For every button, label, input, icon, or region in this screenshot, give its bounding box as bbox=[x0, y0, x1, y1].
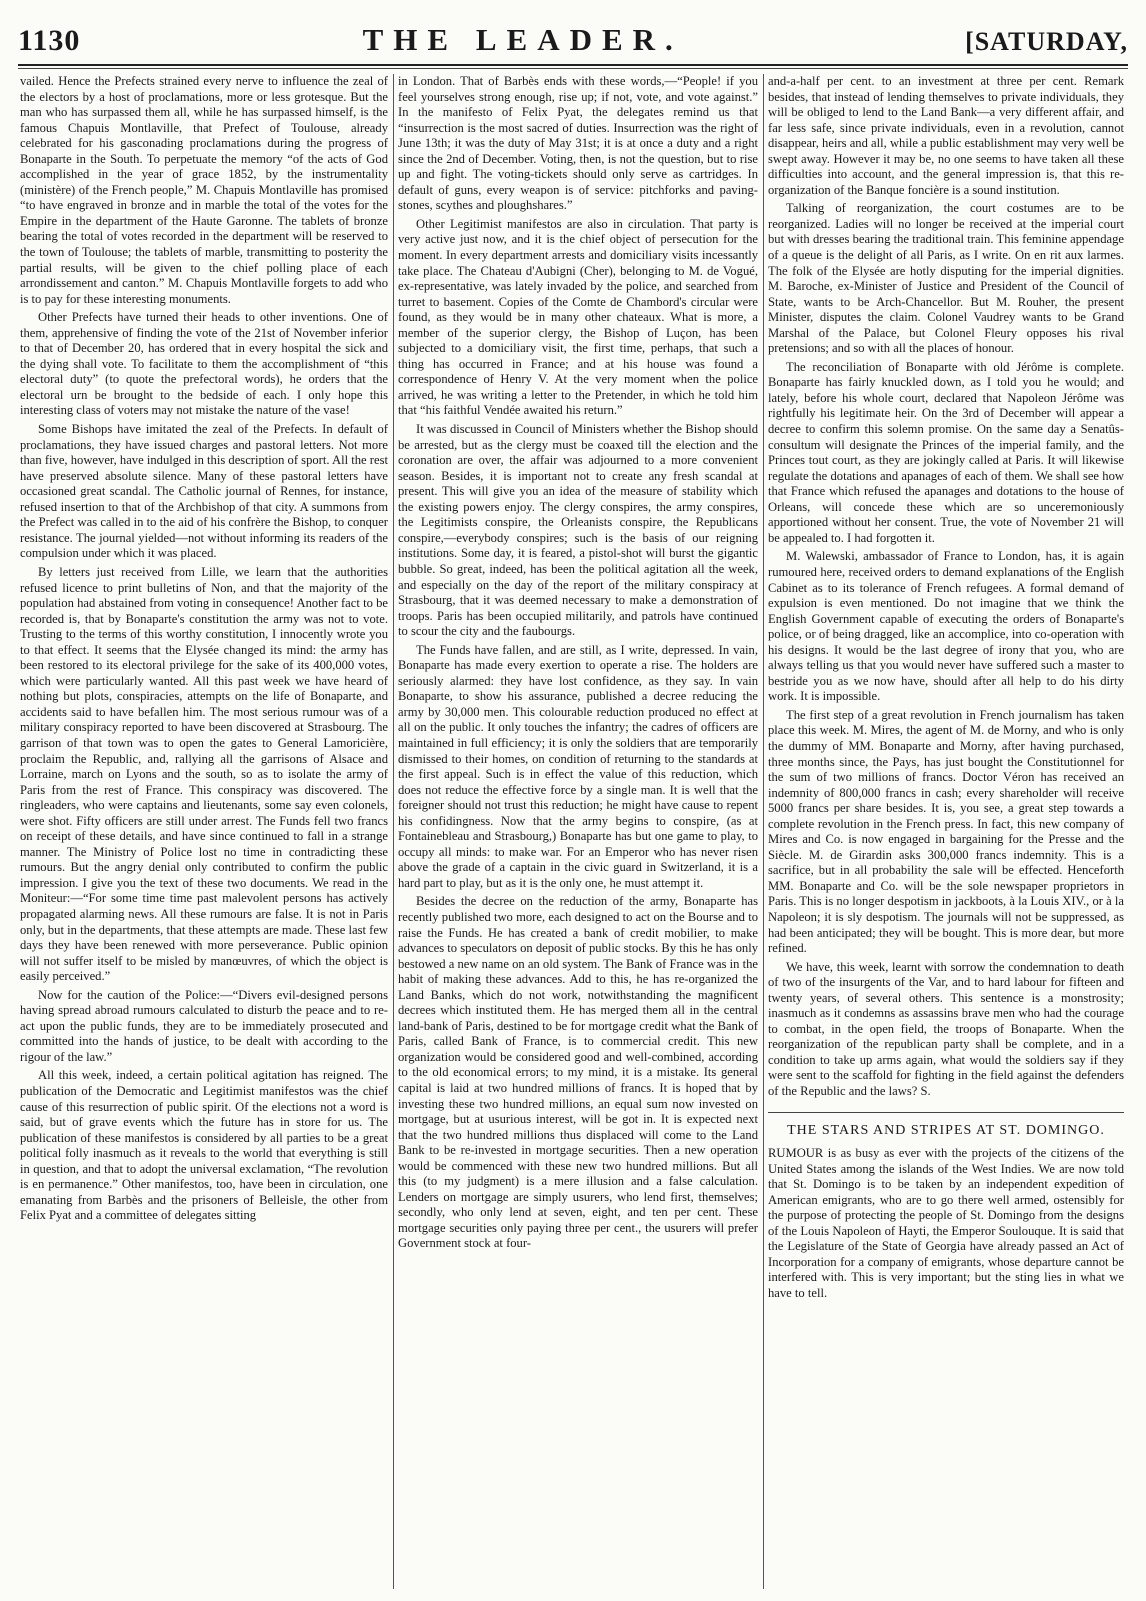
paragraph: The reconciliation of Bonaparte with old Jérôme is complete. Bonaparte has fairly knuckled down, as I told you he would; and lately, before his whole court, declared that Napoleon Jérôme was rightfully his legitimate heir. On the 3rd of December will appear a decree to confirm this solemn promise. On the same day a Senatûs-consultum will designate the Princes of the imperial family, and the Princes tout court, as they are jokingly called at Paris. It will likewise regulate the dotations and apanages of each of them. We shall see how that France which refused the apanages and dotations to the house of Orleans, will concede these which are so unceremoniously apportioned without her consent. True, the vote of November 21 will be appealed to. I had forgotten it. bbox=[768, 359, 1124, 545]
paragraph: M. Walewski, ambassador of France to London, has, it is again rumoured here, received orders to demand explanations of the English Cabinet as to its tolerance of French refugees. A formal demand of expulsion is even mentioned. Do not imagine that we think the English Government capable of executing the orders of Bonaparte's police, or of being dragged, like an accomplice, into co-operation with his designs. It would be the last degree of irony that you, who are always telling us that you would never have suffered such a master to bestride you as we now have, should after all help to do his dirty work. It is impossible. bbox=[768, 549, 1124, 704]
column-2 bbox=[398, 74, 758, 1589]
header-rule bbox=[18, 64, 1128, 66]
paragraph: Talking of reorganization, the court costumes are to be reorganized. Ladies will no longer be received at the imperial court but with dresses bearing the traditional train. This feminine appendage of a queue is the delight of all Paris, as I write. On en rit aux larmes. The folk of the Elysée are hotly disputing for the imperial dignities. M. Baroche, ex-Minister of Justice and President of the Council of State, wants to be Arch-Chancellor. But M. Rouher, the present Minister, disputes the claim. Colonel Vaudrey wants to be Grand Marshal of the Palace, but Colonel Fleury opposes his rival pretensions; and so with all the places of honour. bbox=[768, 201, 1124, 356]
paragraph: and-a-half per cent. to an investment at three per cent. Remark besides, that instead of lending themselves to private individuals, they will be obliged to lend to the Land Bank—a very different affair, and far less safe, since private individuals, even in a revolution, cannot disappear, heirs and all, while a public establishment may very well be swept away. However it may be, no one seems to have taken all these difficulties into account, and the general impression is, that this re-organization of the Banque foncière is a sound institution. bbox=[768, 74, 1124, 197]
paragraph: Other Legitimist manifestos are also in circulation. That party is very active just now, and it is the chief object of persecution for the moment. In every department arrests and domiciliary visits incessantly take place. The Chateau d'Aubigni (Cher), belonging to M. de Vogué, ex-representative, was lately invaded by the police, and searched from turret to basement. Copies of the Comte de Chambord's circular were found, as they would be in many other chateaux. What is more, a member of the superior clergy, the Bishop of Luçon, has been subjected to a domiciliary visit, the first time, perhaps, that such a thing has occurred in France; and at his house was found a correspondence of Henry V. At the very moment when the police arrived, he was writing a letter to the Pretender, in which he told him that “his faithful Vendée awaited his return.” bbox=[398, 216, 758, 418]
paragraph: The Funds have fallen, and are still, as I write, depressed. In vain, Bonaparte has made every exertion to operate a rise. The holders are seriously alarmed: they have lost confidence, as they say. In vain Bonaparte, to show his assurance, published a decree reducing the army by 30,000 men. This colourable reduction produced no effect at all on the public. It only touches the infantry; the cadres of officers are maintained in full efficiency; it is only the soldiers that are temporarily dismissed to their homes, on condition of returning to the standards at the first appeal. Such is in effect the value of this reduction, which does not reduce the effective force by a single man. It is well that the foreigner should not trust this reduction; he might have cause to repent his confidingness. Now that the army begins to conspire, (as at Fontainebleau and Strasbourg,) Bonaparte has but one game to play, to occupy all minds: to make war. For an Emperor who has never risen above the grade of a captain in the civic guard in Switzerland, it is a hard part to play, but as it is the only one, he must attempt it. bbox=[398, 642, 758, 890]
column-divider bbox=[393, 74, 394, 1589]
column-divider bbox=[763, 74, 764, 1589]
paragraph: in London. That of Barbès ends with these words,—“People! if you feel yourselves strong enough, rise up; if not, vote, and vote against.” In the manifesto of Felix Pyat, the delegates remind us that “insurrection is the most sacred of duties. Insurrection was the right of June 13th; it was the duty of May 31st; it is at once a duty and a right since the 2nd of December. Voting, then, is not the question, but to rise up and fight. The voting-tickets should only serve as cartridges. In default of guns, every weapon is of service: pitchforks and paving-stones, scythes and ploughshares.” bbox=[398, 74, 758, 213]
section-heading: THE STARS AND STRIPES AT ST. DOMINGO. bbox=[768, 1112, 1124, 1139]
page-number: 1130 bbox=[18, 24, 81, 57]
paragraph: By letters just received from Lille, we learn that the authorities refused licence to print bulletins of Non, and that the majority of the population had abstained from voting in consequence! Another fact to be recorded is, that by Bonaparte's constitution the army was not to vote. Trusting to the terms of this worthy constitution, I innocently wrote you to that effect. It seems that the Elysée changed its mind: the army has been restored to its electoral privilege for the sake of its 400,000 votes, which were particularly wanted. All this past week we have heard of nothing but plots, conspiracies, attempts on the life of Bonaparte, and accidents said to have befallen him. The most serious rumour was of a military conspiracy reported to have been discovered at Strasbourg. The garrison of that town was to open the gates to General Lamoricière, proclaim the Republic, and, rallying all the garrisons of Alsace and Lorraine, march on Lyons and the south, so as to isolate the army of Paris from the rest of France. This conspiracy was discovered. The ringleaders, who were captains and lieutenants, some say even colonels, were shot. Fifty officers are still under arrest. The Funds fell two francs on receipt of these details, and have since continued to fall in a strange manner. The Ministry of Police lost no time in contradicting these rumours. But the angry denial only contributed to confirm the public impression. I give you the text of these two documents. We read in the Moniteur:—“For some time time past malevolent persons has actively propagated alarming news. All these rumours are false. It is not in Paris only, but in the departments, that these attempts are made. These last few days they have been renewed with more perseverance. Public opinion will not suffer itself to be misled by manœuvres, of which the object is easily perceived.” bbox=[20, 564, 388, 984]
paragraph: Now for the caution of the Police:—“Divers evil-designed persons having spread abroad rumours calculated to disturb the peace and to re-act upon the public funds, they are to be immediately prosecuted and committed into the hands of justice, to be dealt with according to the rigour of the law.” bbox=[20, 987, 388, 1064]
paragraph: All this week, indeed, a certain political agitation has reigned. The publication of the Democratic and Legitimist manifestos was the chief cause of this resurrection of public spirit. Of the elections not a word is said, but of grave events which the future has in store for us. The publication of these manifestos is considered by all parties to be a great political folly inasmuch as it reveals to the world that everything is still in question, and that to adopt the universal exclamation, “The revolution is en permanence.” Other manifestos, too, have been in circulation, one emanating from Barbès and the prisoners of Belleisle, the other from Felix Pyat and a committee of delegates sitting bbox=[20, 1068, 388, 1223]
paragraph: The first step of a great revolution in French journalism has taken place this week. M. Mires, the agent of M. de Morny, and who is only the dummy of MM. Bonaparte and Morny, after having purchased, three months since, the Pays, has just bought the Constitutionnel for the sum of two millions of francs. Doctor Véron has received an indemnity of 800,000 francs in cash; every shareholder will receive 5000 francs per share besides. It is, you see, a great step towards a complete revolution in the French press. In fact, this new company of Mires and Co. is now engaged in bargaining for the Presse and the Siècle. M. de Girardin asks 300,000 francs indemnity. This is a sacrifice, but in all probability the sale will be effected. Henceforth MM. Bonaparte and Co. will be the sole newspaper proprietors in Paris. This is no longer despotism in jackboots, à la Louis XIV., or à la Napoleon; it is sly despotism. The journals will not be suppressed, as had been anticipated; they will be bought. This is more dear, but more refined. bbox=[768, 707, 1124, 956]
masthead bbox=[18, 22, 1128, 62]
paragraph: Other Prefects have turned their heads to other inventions. One of them, apprehensive of finding the vote of the 21st of November inferior to that of December 20, has ordered that in every hospital the sick and the dying shall vote. To facilitate to them the accomplishment of “this electoral duty” (to quote the prefectoral words), he orders that the electoral urn be brought to the bedside of each. I only hope this interesting class of voters may not mistake the nature of the vase! bbox=[20, 310, 388, 418]
newspaper-title: THE LEADER. bbox=[362, 22, 683, 57]
paragraph: It was discussed in Council of Ministers whether the Bishop should be arrested, but as the clergy must be coaxed till the election and the coronation are over, the affair was adjourned to a more convenient season. Besides, it is important not to create any fresh scandal at present. This will give you an idea of the measure of stability which the existing powers enjoy. The clergy conspires, the army conspires, the Legitimists conspire, the Orleanists conspire, the Republicans conspire,—everybody conspires; such is the basis of our reigning institutions. Some day, it is feared, a pistol-shot will burst the gigantic bubble. So great, indeed, has been the political agitation all the week, and especially on the day of the report of the military conspiracy at Strasbourg, that it was deemed necessary to make a demonstration of troops. Paris has been occupied militarily, and patrols have continued to scour the city and the faubourgs. bbox=[398, 422, 758, 639]
issue-day: [SATURDAY, bbox=[965, 27, 1128, 56]
paragraph: We have, this week, learnt with sorrow the condemnation to death of two of the insurgents of the Var, and to hard labour for fifteen and twenty years, of several others. This sentence is a monstrosity; inasmuch as it condemns as assassins brave men who had the courage to combat, in the open field, the troops of Bonaparte. When the reorganization of the republican party shall be complete, and in a condition to take up arms again, what would the soldiers say if they were sent to the scaffold for fighting in the field against the defenders of the Republic and the laws? S. bbox=[768, 959, 1124, 1098]
column-3 bbox=[768, 74, 1124, 1589]
paragraph: Some Bishops have imitated the zeal of the Prefects. In default of proclamations, they have issued charges and pastoral letters. Not more than five, however, have indulged in this description of sport. All the rest have preserved absolute silence. Many of these pastoral letters have occasioned great scandal. The Catholic journal of Rennes, for instance, refused insertion to that of the Archbishop of that city. A summons from the Prefect was called in to the aid of his confrère the Bishop, to conquer resistance. The journal yielded—not without informing its readers of the compulsion under which it was placed. bbox=[20, 422, 388, 561]
section-paragraph: RUMOUR is as busy as ever with the projects of the citizens of the United States among the islands of the West Indies. We are now told that St. Domingo is to be taken by an independent expedition of American emigrants, who are to go there well armed, ostensibly for the purpose of protecting the people of St. Domingo from the designs of the Louis Napoleon of Hayti, the Emperor Soulouque. It is said that the Legislature of the State of Georgia have already passed an Act of Incorporation for a company of emigrants, whose departure cannot be interfered with. This is very important; but the sting lies in what we have to tell. bbox=[768, 1146, 1124, 1301]
column-1 bbox=[20, 74, 388, 1589]
paragraph: vailed. Hence the Prefects strained every nerve to influence the zeal of the electors by a host of proclamations, more or less grotesque. But the man who has surpassed them all, while he has surpassed himself, is the famous Chapuis Montlaville, that Prefect of Toulouse, already celebrated for his gasconading proclamations during the progress of Bonaparte in the South. To perpetuate the memory “of the acts of God accomplished in the year of grace 1852, by the instrumentality (ministère) of the French people,” M. Chapuis Montlaville has promised “to have engraved in bronze and in marble the total of the votes for the Empire in the department of the Haute Garonne. The tablets of bronze bearing the total of votes recorded in the department will be reserved to the town of Toulouse; the tablets of marble, transmitting to posterity the partial results, will be given to the chief polling place of each arrondissement and canton.” M. Chapuis Montlaville forgets to add who is to pay for these interesting monuments. bbox=[20, 74, 388, 306]
header-rule-thin bbox=[18, 68, 1128, 69]
paragraph: Besides the decree on the reduction of the army, Bonaparte has recently published two more, each designed to act on the Bourse and to raise the Funds. He has created a bank of credit mobilier, to make advances to speculators on deposit of public stocks. By this he has only bestowed a new name on an old system. The Bank of France was in the habit of making these advances. Add to this, he has re-organized the Land Banks, which do not work, notwithstanding the magnificent decrees which instituted them. He has merged them all in the central land-bank of Paris, destined to be for mortgage credit what the Bank of Paris, called Bank of France, is to commercial credit. This new organization would be considered good and well-combined, according to the old economical errors; to my mind, it is a mistake. Its general capital is laid at two hundred millions of francs. It is hoped that by investing these two hundred millions, an equal sum now invested on mortgage, but at usurious interest, will be got in. It is expected next that the two hundred millions thus displaced will come to the Land Bank to be re-invested in mortgage securities. Then a new operation would be commenced with these new two hundred millions. But all this (to my judgment) is a mere illusion and a false calculation. Lenders on mortgage are simply usurers, who lend first, themselves; secondly, who only lend at seven, eight, and ten per cent. These mortgage securities only paying three per cent., the usurers will prefer Government stock at four- bbox=[398, 894, 758, 1251]
